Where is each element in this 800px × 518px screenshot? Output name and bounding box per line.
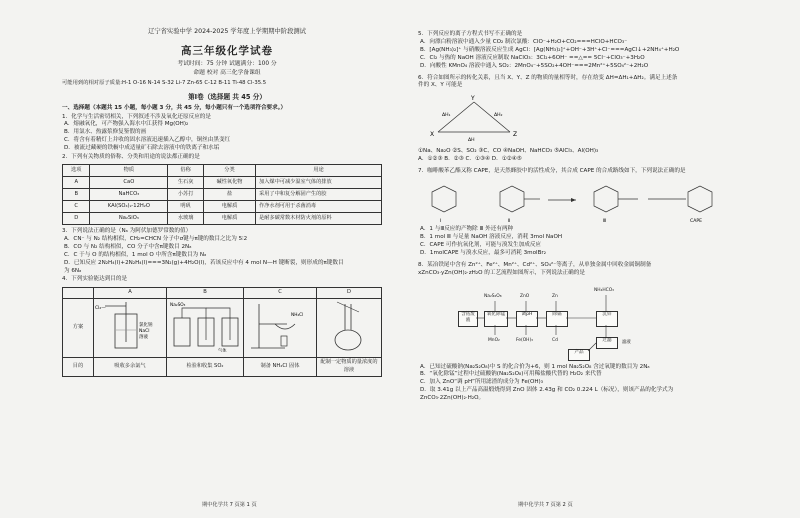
column-header: B [167,288,244,299]
option: 为 6Nₐ [64,267,82,274]
compound-label: Ⅱ [508,219,511,225]
page-2 [418,0,758,518]
residue-label: Fe(OH)₃ [516,337,533,343]
compound-label: CAPE [690,219,703,225]
table-cell: D [63,212,90,224]
table-cell: 电解质 [203,212,255,224]
section-title: 第Ⅰ卷（选择题 共 45 分） [188,92,266,101]
transformation-diagram [418,92,758,146]
flow-box: 除镉 [546,311,568,327]
option: A．熔融氧化，可产物强入海水中江获得 Mg(OH)₂ [64,121,189,128]
exam-info: 考试时间：75 分钟 试题满分：100 分 [177,60,277,67]
option: A．向漂白粉溶液中通入少量 CO₂ 制次氯酸：ClO⁻+H₂O+CO₂===HClO+HCO₃⁻ [420,38,628,45]
table-row [63,200,382,212]
table-cell: NaHCO₃ [90,188,168,200]
question-stem-cont: 件的 X、Y 可能是 [418,82,463,89]
table-cell: CaO [90,176,168,188]
synthesis-structures-icon [418,178,748,224]
page-footer: 期中化学共 7 页第 1 页 [202,502,257,508]
flow-box: 沉锌 [596,311,618,327]
option: D．被流过藏硬的铁橱中成适量矿石除去溶液中的铁离子和水垢 [64,145,220,152]
node: X [430,131,435,139]
flow-box: 产品 [568,349,590,361]
table-cell: 生石灰 [168,176,204,188]
table-cell: C [63,200,90,212]
table-cell: 盐 [203,188,255,200]
reagent-label: NH₄HCO₃ [594,287,614,293]
table-cell: A [63,176,90,188]
question-stem: 5．下列反应的离子方程式书写不正确的是 [418,31,523,37]
column-header: 分类 [203,164,255,176]
column-header: C [244,288,317,299]
column-header: 物质 [90,164,168,176]
question-stem: 8．某冶铁尾中含有 Zn²⁺、Fe²⁺、Mn²⁺、Cd²⁺、SO₄²⁻等离子，从单独金属中回收金属铜制备 [418,261,652,268]
question-8 [418,262,758,403]
question-6 [418,75,758,165]
question-2 [62,154,392,225]
triangle-diagram-icon [418,92,538,146]
table-header-row [63,164,382,176]
row-label: 目的 [63,358,94,377]
option: C．Cl₂ 与热的 NaOH 溶液反应制取 NaClO₃：3Cl₂+6OH⁻ ==△== 5Cl⁻+ClO₃⁻+3H₂O [420,54,645,61]
table-cell: 水玻璃 [168,212,204,224]
flow-box: 含钴废液 [458,311,478,327]
option: A．已知过硫酸钠(Na₂S₂O₈)中 S 的化合价为+6，则 1 mol Na₂S₂O₈ 含过氧键的数目为 2Nₐ [420,363,650,370]
candidate-list: ①Na、Na₂O ②S、SO₂ ③C、CO ④NaOH、NaHCO₃ ⑤AlCl₃、Al(OH)₃ [418,148,599,155]
question-stem: 1．化学与生活密切相关，下列叙述不涉及氧化还原反应的是 [62,113,211,120]
table-cell: KAl(SO₄)₂·12H₂O [90,200,168,212]
question-stem: 3．下列说法正确的是（Nₐ 为阿伏加德罗常数的值） [62,227,192,234]
residue-label: MnO₂ [488,337,500,343]
section-intro: 一、选择题（本题共 15 小题，每小题 3 分，共 45 分，每小题只有一个选项符合要求。） [62,104,287,111]
table-row [63,212,382,224]
edge-label: ΔH₁ [442,113,451,119]
question-stem: 2．下列有关物质的俗称、分类和用途的说法都正确的是 [62,154,200,161]
question-stem: 7．咖啡酸苯乙酯又称 CAPE，是天然蜂胶中的活性成分，其合成 CAPE 的合成路线如下，下列说法正确的是 [418,168,686,175]
option: ZnCO₃·2Zn(OH)₂·H₂O。 [420,395,485,402]
question-4 [62,276,392,377]
synthesis-route [418,178,758,224]
question-1 [62,114,392,154]
node: Z [513,131,518,139]
edge-label: ΔH₂ [494,113,503,119]
gas-washing-bottles-icon [168,300,242,352]
reagent-label: Zn [552,293,558,299]
table-row [63,188,382,200]
table-cell: 电解质 [203,200,255,212]
flow-box: 氧化除锰 [484,311,508,327]
exam-header: 辽宁省实验中学 2024-2025 学年度上学期期中阶段测试 [148,28,306,35]
label: NaCl [139,329,150,335]
table-row [63,176,382,188]
table-cell: 吸收多余氯气 [94,358,167,377]
apparatus-a [94,299,167,358]
table-cell: Na₂SiO₃ [90,212,168,224]
question-stem-cont: xZnCO₃·yZn(OH)₂·zH₂O 的工艺流程如图所示，下列说法正确的是 [418,269,585,276]
residue-label: 滤液 [622,339,631,345]
apparatus-c [244,299,317,358]
apparatus-b [167,299,244,358]
column-header: D [317,288,382,299]
substance-table [62,164,382,225]
option: A．CN⁻ 与 N₂ 结构相似，CH₂=CHCN 分子中σ键与π键的数目之比为 5∶2 [64,235,248,242]
table-cell: 碱性氧化物 [203,176,255,188]
gas-absorption-apparatus-icon [95,300,165,352]
question-5 [418,31,758,71]
residue-label: Cd [552,337,558,343]
exam-title: 高三年级化学试卷 [181,44,273,57]
option: B．“氧化除锰”过程中过硫酸钠(Na₂S₂O₈)可用稀盐酸代替的 H₂O₂ 来代替 [420,371,602,378]
flow-box: 过滤 [596,337,618,349]
atomic-masses: 可能用到的相对原子质量:H-1 O-16 N-14 S-32 Li-7 Zn-65 C-12 B-11 Ti-48 Cl-35.5 [62,79,267,86]
process-flowchart [418,281,758,361]
table-cell: 配制一定物质的量浓度的溶液 [317,358,382,377]
table-cell: 作净水剂可用于杀菌消毒 [256,200,382,212]
column-header: 选项 [63,164,90,176]
option: C．将含有着精灯上并收的固水溶液迅速插入乙醇中，铜丝由黑变红 [64,137,231,144]
option: B．用氯水、热露浆修复鉴假的画 [64,129,147,136]
table-cell: 明矾 [168,200,204,212]
table-cell: 检验和收集 SO₂ [167,358,244,377]
row-label: 方案 [63,299,94,358]
column-header: A [94,288,167,299]
edge-label: ΔH [468,138,475,144]
label: NH₄Cl [291,313,304,319]
table-header-row [63,288,382,299]
option: C．C 于与 O 的结构相似，1 mol O 中所含π键数目为 Nₐ [64,251,207,258]
label: 氯化钠 [139,323,153,329]
reagent-label: ZnO [520,293,530,299]
compound-label: Ⅲ [603,219,607,225]
question-stem: 6．符合如图所示的转化关系，且当 X、Y、Z 的物质的量相等时，存在焓变 ΔH=ΔH₁+ΔH₂。满足上述条 [418,74,678,81]
label: Na₂SO₃ [170,303,186,309]
proposer-line: 命题 校对 高三化学备课组 [193,69,261,76]
evaporating-dish-stand-icon [245,300,315,352]
table-row [63,299,382,358]
option: B．1 mol Ⅲ 与足量 NaOH 溶液反应，消耗 3mol NaOH [420,233,563,240]
table-row [63,358,382,377]
table-cell: 加入煤中可减少温室气体的排放 [256,176,382,188]
table-cell: 制备 NH₄Cl 固体 [244,358,317,377]
compound-label: Ⅰ [440,219,442,225]
option: D．取 3.41g 以上产品高温煅烧得到 ZnO 固体 2.43g 和 CO₂ 0.224 L（标况），则该产品的化学式为 [420,387,674,394]
answer-choices: A．①②③ B．②③ C．①③④ D．①②④⑤ [418,156,522,163]
option: C．CAPE 可作抗氧化剂，可能与溴发生加成反应 [420,241,542,248]
table-cell: 小苏打 [168,188,204,200]
flow-box: 调pH [516,311,538,327]
table-cell: 是耐多碳常数木材防火剂的原料 [256,212,382,224]
page-footer: 期中化学共 7 页第 2 页 [518,502,573,508]
option: D．向酸性 KMnO₄ 溶液中通入 SO₂：2MnO₄⁻+5SO₂+4OH⁻===2Mn²⁺+5SO₄²⁻+2H₂O [420,62,649,69]
option: B．CO 与 N₂ 结构相似，CO 分子中含π键数目 2Nₐ [64,243,192,250]
reagent-label: Na₂S₂O₈ [484,293,502,299]
label: 溶液 [139,335,148,341]
question-3 [62,228,392,275]
table-cell: 采用了中和复分解固产生的胶 [256,188,382,200]
option: D．1molCAPE 与溴水反应，最多可消耗 3molBr₂ [420,249,546,256]
label: Cl₂— [95,306,106,312]
volumetric-flask-icon [319,300,379,352]
label: 气体 [218,349,227,353]
page-1 [62,0,392,518]
experiment-table [62,287,382,377]
node: Y [471,95,475,103]
column-header: 俗称 [168,164,204,176]
question-7 [418,168,758,258]
option: A．1 与Ⅲ反应的产物除 Ⅲ 外还有两种 [420,226,514,233]
column-header: 用途 [256,164,382,176]
option: C．加入 ZnO“调 pH”所用滤渣的成分为 Fe(OH)₃ [420,379,543,386]
column-header [63,288,94,299]
apparatus-d [317,299,382,358]
question-stem: 4．下列实验能达到目的是 [62,276,128,283]
table-cell: B [63,188,90,200]
option: D．已知反应 2N₂H₄(l)+2N₂H₄(l)===3N₂(g)+4H₂O(l)，若该反应中有 4 mol N—H 键断裂，则形成的π键数目 [64,259,344,266]
option: B．[Ag(NH₃)₂]⁺ 与硝酸溶液反应生成 AgCl：[Ag(NH₃)₂]⁺+OH⁻+3H⁺+Cl⁻===AgCl↓+2NH₄⁺+H₂O [420,46,680,53]
